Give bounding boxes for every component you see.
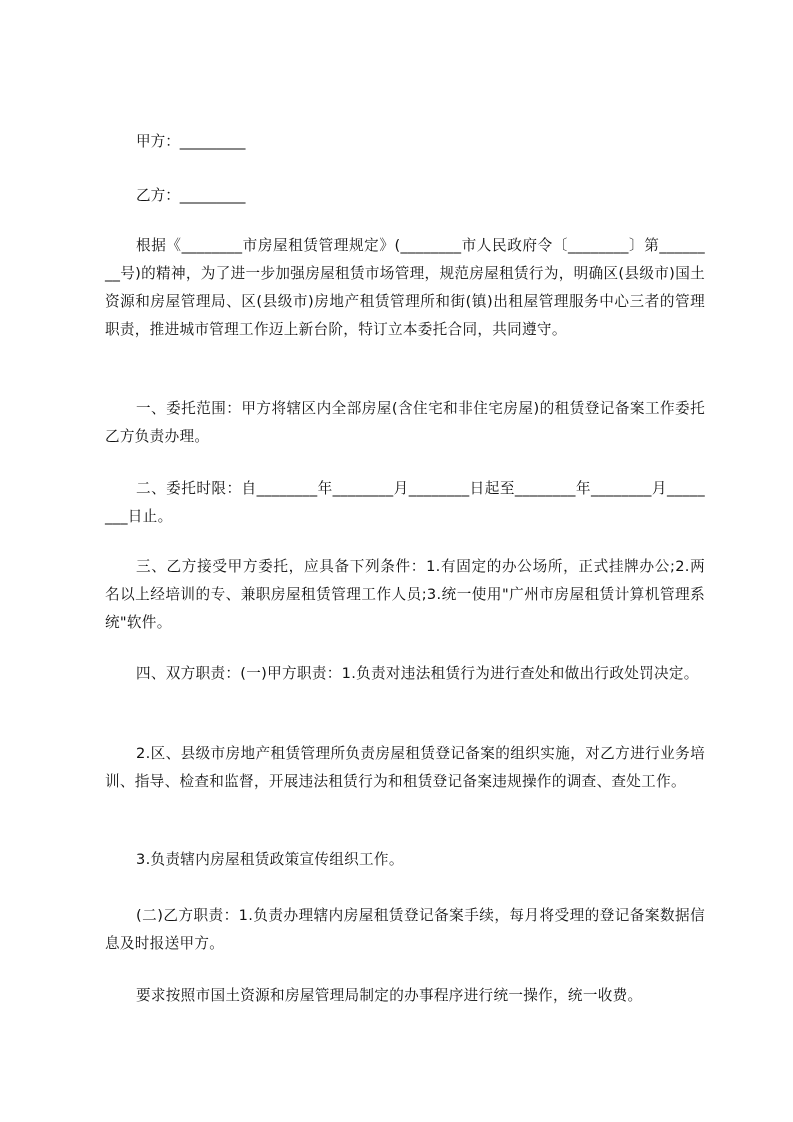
clause-3-conditions: 三、乙方接受甲方委托，应具备下列条件：1.有固定的办公场所，正式挂牌办公;2.两名以上经培训的专、兼职房屋租赁管理工作人员;3.统一使用"广州市房屋租赁计算机管理系统"软件。 (105, 558, 705, 631)
clause-2-term: 二、委托时限：自________年________月________日起至________年________月________日止。 (105, 480, 705, 525)
clause-1-scope: 一、委托范围：甲方将辖区内全部房屋(含住宅和非住宅房屋)的租赁登记备案工作委托乙方负责办理。 (105, 400, 705, 445)
party-b-line: 乙方：_________ (136, 187, 246, 204)
party-a-line: 甲方：_________ (136, 133, 246, 150)
clause-4-item-3: 3.负责辖内房屋租赁政策宣传组织工作。 (136, 851, 404, 868)
preamble-paragraph: 根据《________市房屋租赁管理规定》(________市人民政府令〔________〕第________号)的精神，为了进一步加强房屋租赁市场管理，规范房屋租赁行为，明确区(县级市)国土资源和房屋管理局、区(县级市)房地产租赁管理所和街(镇)出租屋管理服务中心三者的管理职责，推进城市管理工作迈上新台阶，特订立本委托合同，共同遵守。 (105, 237, 705, 338)
clause-4-duties: 四、双方职责：(一)甲方职责：1.负责对违法租赁行为进行查处和做出行政处罚决定。 (136, 665, 699, 682)
clause-4-requirement: 要求按照市国土资源和房屋管理局制定的办事程序进行统一操作，统一收费。 (136, 987, 643, 1004)
clause-4-item-2: 2.区、县级市房地产租赁管理所负责房屋租赁登记备案的组织实施，对乙方进行业务培训、指导、检查和监督，开展违法租赁行为和租赁登记备案违规操作的调查、查处工作。 (105, 745, 705, 790)
clause-4-party-b-duties: (二)乙方职责：1.负责办理辖内房屋租赁登记备案手续，每月将受理的登记备案数据信息及时报送甲方。 (105, 907, 705, 952)
